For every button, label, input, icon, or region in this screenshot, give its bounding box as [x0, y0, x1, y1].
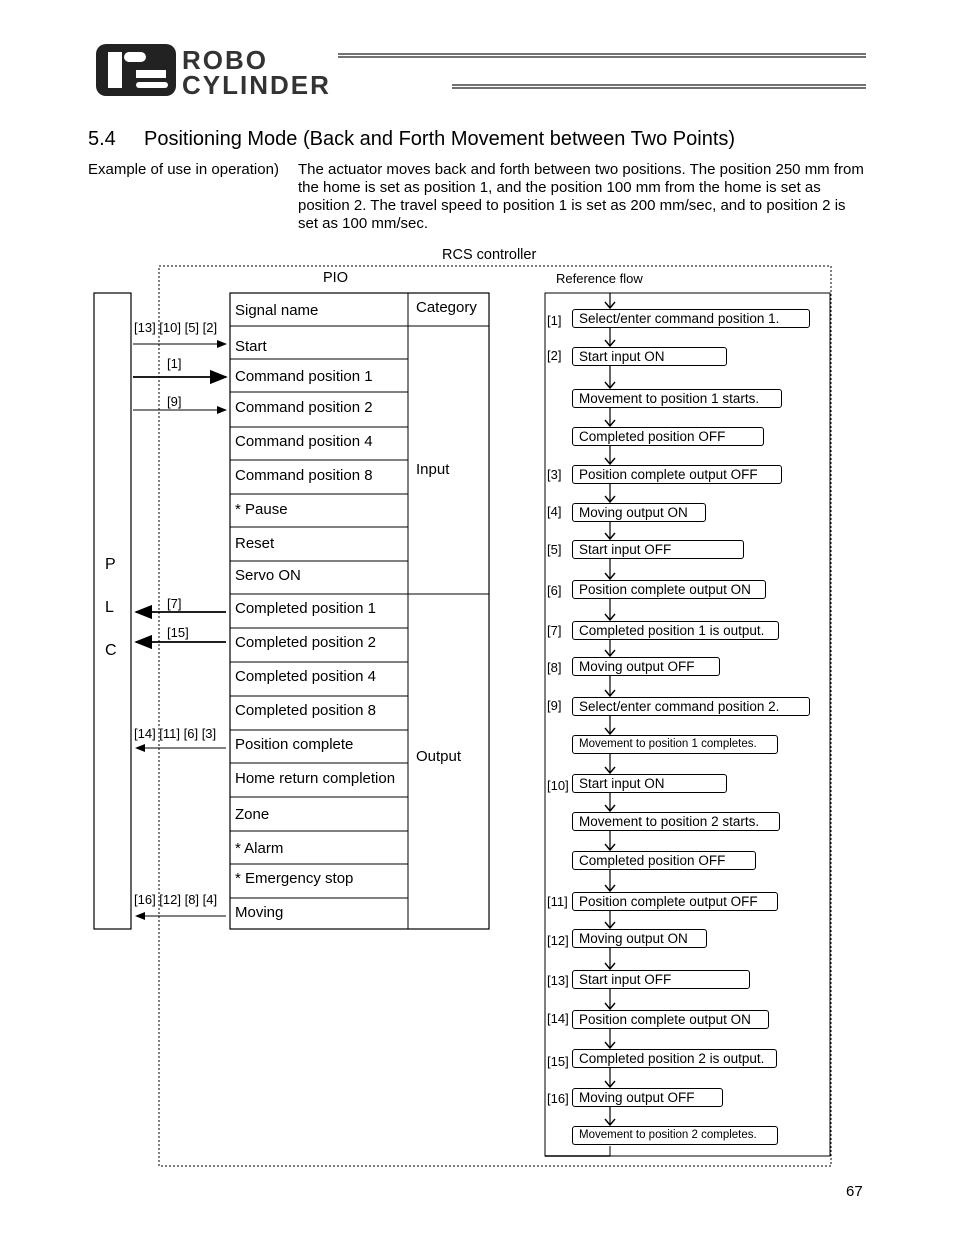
signal-name: Command position 4	[235, 433, 373, 450]
category-input: Input	[416, 461, 450, 478]
category-output: Output	[416, 748, 462, 765]
logo-line1: ROBO	[182, 45, 268, 75]
signal-name: * Emergency stop	[235, 870, 354, 887]
section-number: 5.4	[88, 128, 116, 150]
signal-name: Completed position 8	[235, 702, 376, 719]
signal-name: Home return completion	[235, 770, 396, 787]
plc-letter-p: P	[105, 556, 116, 573]
signal-name: * Alarm	[235, 840, 284, 857]
flow-step-box: Movement to position 1 completes.	[572, 735, 778, 754]
flow-step-tag: [2]	[547, 348, 562, 363]
flow-step-box: Position complete output OFF	[572, 465, 782, 484]
signal-name: * Pause	[235, 501, 288, 518]
signal-name: Reset	[235, 535, 275, 552]
flow-step-box: Start input ON	[572, 347, 727, 366]
flow-step-box: Movement to position 1 starts.	[572, 389, 782, 408]
example-text: The actuator moves back and forth between two positions. The position 250 mm from the home is set as position 1, and the position 100 mm from the home is set as position 2. The travel speed to position 1 is set as 200 mm/sec, and to position 2 is set as 100 mm/sec.	[298, 161, 864, 232]
signal-name: Servo ON	[235, 567, 301, 584]
arrow-label: [13] [10] [5] [2]	[134, 320, 218, 335]
signal-name: Completed position 2	[235, 634, 376, 651]
reference-flow-label: Reference flow	[556, 271, 643, 286]
flow-step-tag: [4]	[547, 504, 562, 519]
flow-step-tag: [1]	[547, 313, 562, 328]
flow-step-tag: [15]	[547, 1054, 569, 1069]
flow-step-box: Completed position OFF	[572, 851, 756, 870]
flow-step-box: Start input ON	[572, 774, 727, 793]
flow-step-tag: [3]	[547, 467, 562, 482]
flow-step-tag: [12]	[547, 933, 569, 948]
flow-step-box: Select/enter command position 1.	[572, 309, 810, 328]
arrow-label: [15]	[167, 625, 189, 640]
arrow-label: [7]	[167, 596, 182, 611]
flow-step-box: Completed position 1 is output.	[572, 621, 779, 640]
arrow-label: [14] [11] [6] [3]	[134, 726, 217, 741]
flow-step-box: Start input OFF	[572, 540, 744, 559]
flow-step-box: Position complete output ON	[572, 580, 766, 599]
signal-name: Command position 1	[235, 368, 373, 385]
arrow-label: [9]	[167, 394, 182, 409]
signal-name: Completed position 1	[235, 600, 376, 617]
flow-step-box: Position complete output OFF	[572, 892, 778, 911]
section-title-text: Positioning Mode (Back and Forth Movement between Two Points)	[144, 128, 736, 150]
arrow-label: [16] [12] [8] [4]	[134, 892, 218, 907]
arrow-label: [1]	[167, 356, 182, 371]
flow-step-tag: [7]	[547, 623, 562, 638]
plc-letter-c: C	[105, 642, 117, 659]
plc-letter-l: L	[105, 599, 114, 616]
flow-step-box: Moving output OFF	[572, 657, 720, 676]
flow-step-tag: [16]	[547, 1091, 569, 1106]
signal-name: Zone	[235, 806, 270, 823]
page-number: 67	[846, 1183, 863, 1200]
flow-step-tag: [8]	[547, 660, 562, 675]
flow-step-tag: [11]	[547, 894, 568, 909]
signal-name: Moving	[235, 904, 284, 921]
flow-step-box: Position complete output ON	[572, 1010, 769, 1029]
flow-step-box: Start input OFF	[572, 970, 750, 989]
example-label: Example of use in operation)	[88, 161, 279, 178]
signal-name: Start	[235, 338, 267, 355]
flow-step-box: Completed position 2 is output.	[572, 1049, 777, 1068]
flow-step-tag: [6]	[547, 583, 562, 598]
flow-step-tag: [13]	[547, 973, 569, 988]
flow-step-box: Moving output ON	[572, 929, 707, 948]
rcs-controller-label: RCS controller	[442, 247, 537, 263]
flow-step-box: Select/enter command position 2.	[572, 697, 810, 716]
signal-name: Command position 8	[235, 467, 373, 484]
flow-step-box: Completed position OFF	[572, 427, 764, 446]
flow-step-tag: [10]	[547, 778, 569, 793]
flow-step-box: Moving output ON	[572, 503, 706, 522]
signal-name: Position complete	[235, 736, 354, 753]
flow-step-box: Moving output OFF	[572, 1088, 723, 1107]
flow-step-tag: [5]	[547, 542, 562, 557]
flow-step-tag: [14]	[547, 1011, 569, 1026]
signal-name: Completed position 4	[235, 668, 376, 685]
header-category: Category	[416, 299, 477, 316]
logo-line2: CYLINDER	[182, 70, 331, 100]
flow-step-tag: [9]	[547, 698, 562, 713]
signal-name: Command position 2	[235, 399, 373, 416]
flow-step-box: Movement to position 2 starts.	[572, 812, 780, 831]
pio-label: PIO	[323, 270, 348, 286]
flow-step-box: Movement to position 2 completes.	[572, 1126, 778, 1145]
header-signal-name: Signal name	[235, 302, 319, 319]
